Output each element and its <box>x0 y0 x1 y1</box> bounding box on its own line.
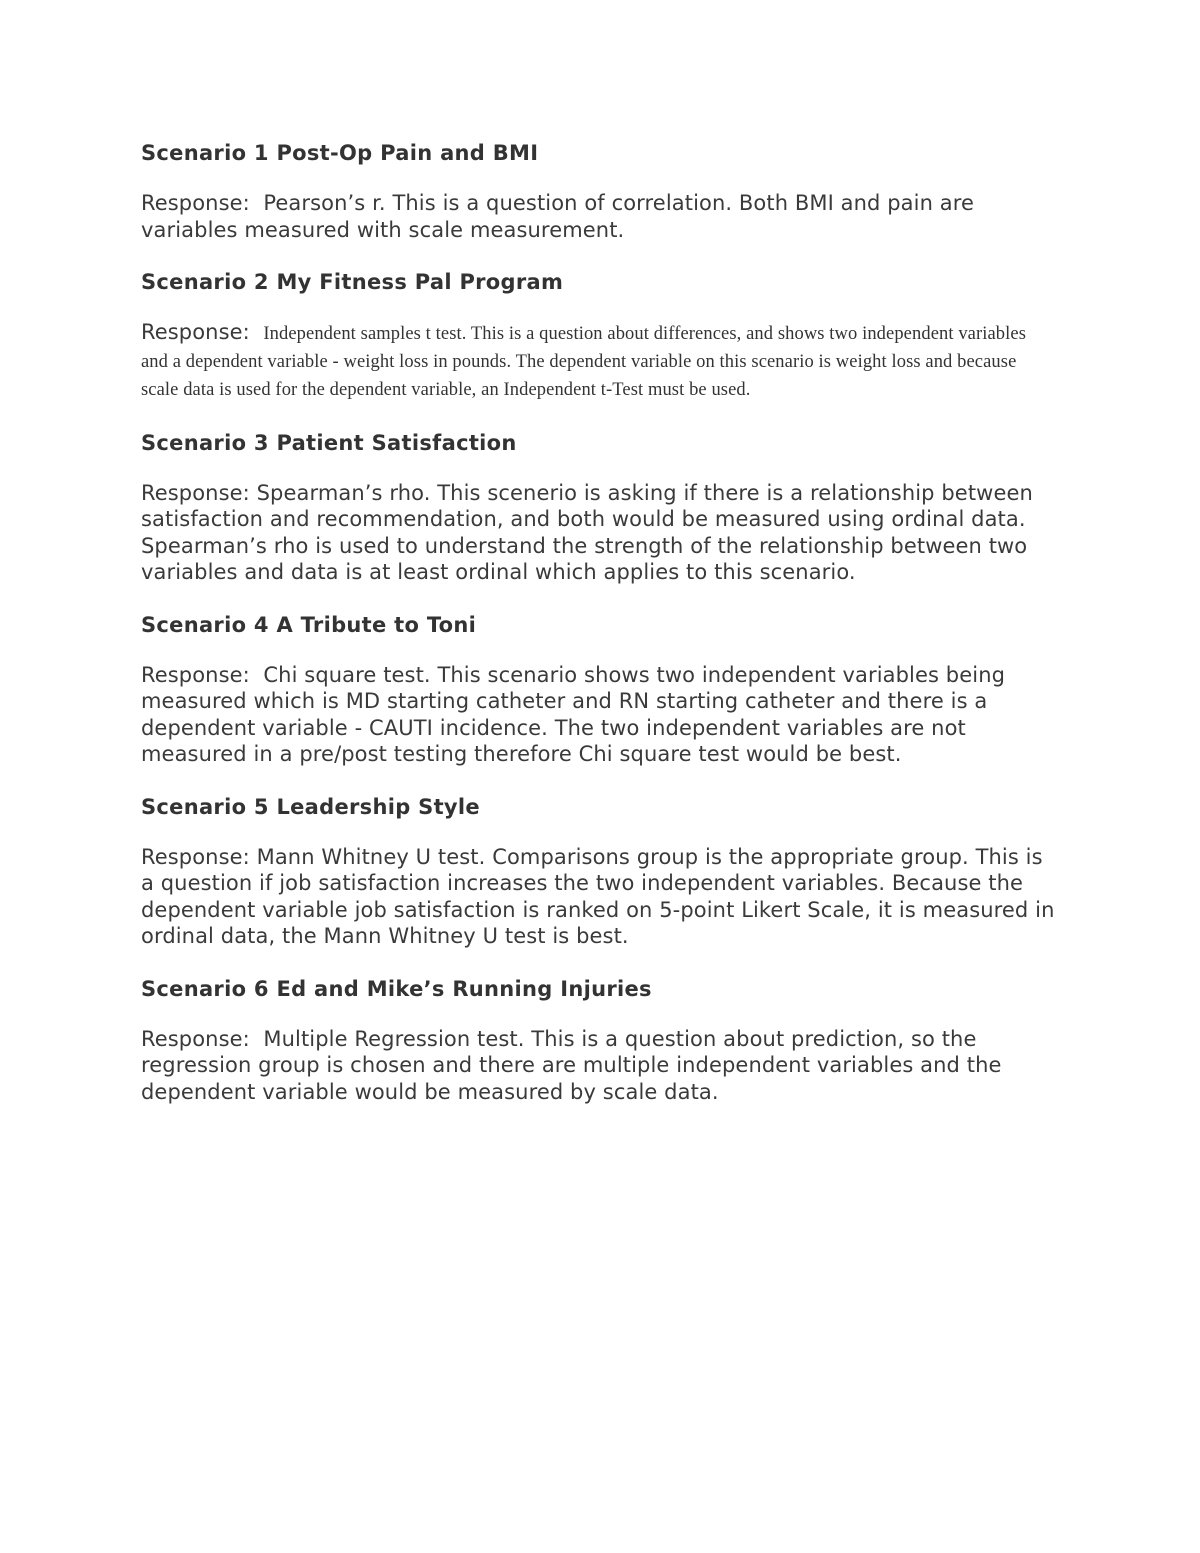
response-text: Spearman’s rho. This scenerio is asking if there is a relationship between satisfaction and recommendation, and both would be measured using ordinal data. Spearman’s rho is used to understand the strength of the relationship between two variables and data is at least ordinal which applies to this scenario. <box>141 480 1033 585</box>
scenario-3 <box>141 428 1056 586</box>
response-text: Chi square test. This scenario shows two independent variables being measured which is MD starting catheter and RN starting catheter and there is a dependent variable - CAUTI incidence. The two independent variables are not measured in a pre/post testing therefore Chi square test would be best. <box>141 662 1006 767</box>
scenario-6 <box>141 974 1056 1106</box>
response-label: Response: <box>141 844 257 869</box>
scenario-response <box>141 480 1056 586</box>
scenario-response <box>141 190 1056 243</box>
scenario-4 <box>141 610 1056 768</box>
scenario-heading: Scenario 5 Leadership Style <box>141 794 480 819</box>
scenario-2 <box>141 267 1056 404</box>
response-label: Response: <box>141 662 264 687</box>
scenario-heading: Scenario 4 A Tribute to Toni <box>141 612 477 637</box>
scenario-heading: Scenario 2 My Fitness Pal Program <box>141 270 564 294</box>
scenario-response <box>141 844 1056 950</box>
scenario-1 <box>141 138 1056 243</box>
scenario-5 <box>141 792 1056 950</box>
response-text: Multiple Regression test. This is a question about prediction, so the regression group is chosen and there are multiple independent variables and the dependent variable would be measured by scale data. <box>141 1026 1002 1104</box>
scenario-response <box>141 662 1056 768</box>
response-label: Response: <box>141 191 264 215</box>
response-label: Response: <box>141 320 264 344</box>
response-text: Independent samples t test. This is a question about differences, and shows two independent variables and a dependent variable - weight loss in pounds. The dependent variable on this scenario is weight loss and because scale data is used for the dependent variable, an Independent t-Test must be used. <box>141 324 1026 401</box>
response-text: Pearson’s r. This is a question of correlation. Both BMI and pain are variables measured with scale measurement. <box>141 191 975 242</box>
response-text: Mann Whitney U test. Comparisons group is the appropriate group. This is a question if job satisfaction increases the two independent variables. Because the dependent variable job satisfaction is ranked on 5-point Likert Scale, it is measured in ordinal data, the Mann Whitney U test is best. <box>141 844 1055 949</box>
scenario-heading: Scenario 6 Ed and Mike’s Running Injuries <box>141 976 652 1001</box>
document-page <box>141 138 1056 1129</box>
scenario-heading: Scenario 1 Post-Op Pain and BMI <box>141 141 539 165</box>
scenario-response <box>141 319 1056 404</box>
response-label: Response: <box>141 480 257 505</box>
scenario-heading: Scenario 3 Patient Satisfaction <box>141 430 517 455</box>
response-label: Response: <box>141 1026 264 1051</box>
scenario-response <box>141 1026 1056 1106</box>
